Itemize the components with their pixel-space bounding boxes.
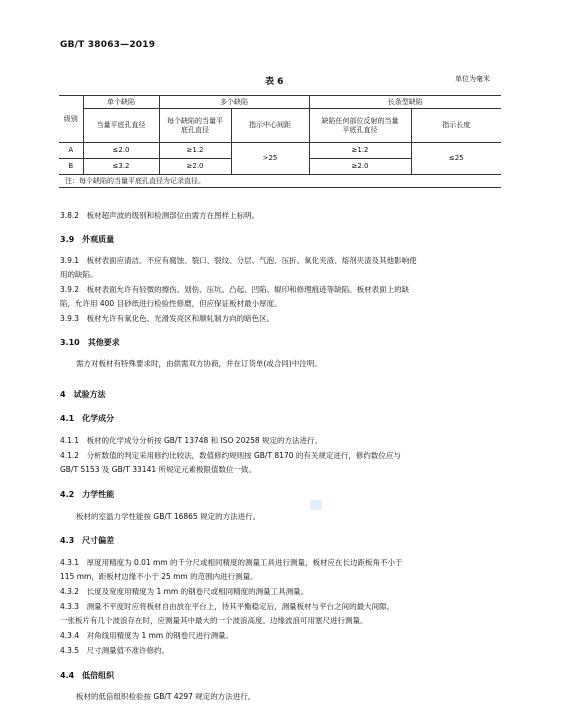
cell-long-dia: ≥1.2 — [309, 143, 411, 159]
table-header-row — [59, 96, 501, 109]
header-single-diameter: 当量平底孔直径 — [83, 109, 159, 143]
heading-4-1: 4.1 化学成分 — [60, 414, 115, 423]
header-single-defect: 单个缺陷 — [83, 96, 159, 109]
para-3-9-2-line1: 3.9.2 板材表面允许有轻微的擦伤、划伤、压坑、凸起、凹陷、辊印和修理痕迹等缺陷。板材表面上的缺 — [60, 285, 410, 294]
para-4-3-3-line2: 一张板片有几个波浪存在时，应测量其中最大的一个波浪高度。边缘波浪可用塞尺进行测量。 — [60, 616, 368, 625]
heading-3-9: 3.9 外观质量 — [60, 235, 115, 244]
table-subheader-row — [59, 109, 501, 143]
para-4-3-5: 4.3.5 尺寸测量值不准许修约。 — [60, 646, 170, 655]
header-long-diameter-text: 缺陷任何部位反射的当量平底孔直径 — [321, 116, 399, 134]
para-4-3-3-line1: 4.3.3 测量不平度时应将板材自由放在平台上，待其平衡稳定后，测量板材与平台之间的最大间隙。 — [60, 602, 395, 611]
para-4-1-1: 4.1.1 板材的化学成分分析按 GB/T 13748 和 ISO 20258 规定的方法进行。 — [60, 436, 323, 445]
standard-number: GB/T 38063—2019 — [60, 40, 156, 50]
table-row — [59, 143, 501, 159]
watermark-mark — [310, 500, 322, 510]
para-3-9-3: 3.9.3 板材允许有氧化色、光滑发亮区和顺轧制方向的暗色区。 — [60, 314, 275, 323]
header-long-length: 指示长度 — [411, 109, 501, 143]
header-long-defects: 长条型缺陷 — [309, 96, 501, 109]
para-4-3-1-line2: 115 mm，距板材边缘不小于 25 mm 的范围内进行测量。 — [60, 572, 258, 581]
para-3-8-2: 3.8.2 板材超声波的级别和检测部位由需方在图样上标明。 — [60, 211, 260, 220]
para-3-9-2-line2: 陷，允许用 400 目砂纸进行检验性修磨，但应保证板材最小厚度。 — [60, 299, 282, 308]
cell-long-dia: ≥2.0 — [309, 159, 411, 175]
para-4-2: 板材的室温力学性能按 GB/T 16865 规定的方法进行。 — [76, 512, 261, 521]
para-3-9-1-line2: 用的缺陷。 — [60, 270, 98, 279]
cell-single: ≤3.2 — [83, 159, 159, 175]
cell-multi-dia: ≥2.0 — [159, 159, 231, 175]
defect-table — [59, 95, 501, 188]
heading-4-4: 4.4 低倍组织 — [60, 671, 115, 680]
para-4-3-1-line1: 4.3.1 厚度用精度为 0.01 mm 的千分尺或相同精度的测量工具进行测量，板材应在长边距板角不小于 — [60, 558, 403, 567]
cell-multi-distance: >25 — [231, 143, 309, 175]
heading-4-3: 4.3 尺寸偏差 — [60, 536, 115, 545]
para-3-9-1-line1: 3.9.1 板材表面应清洁。不应有腐蚀、裂口、裂纹、分层、气泡、压折、氧化夹渣、熔剂夹渣及其他影响使 — [60, 256, 417, 265]
header-multi-diameter-text: 每个缺陷的当量平底孔直径 — [167, 116, 223, 134]
para-4-3-4: 4.3.4 对角线用精度为 1 mm 的钢卷尺进行测量。 — [60, 631, 234, 640]
cell-single: ≤2.0 — [83, 143, 159, 159]
cell-long-length: ≤25 — [411, 143, 501, 175]
table-title: 表 6 — [265, 77, 284, 87]
para-4-1-2-line2: GB/T 5153 及 GB/T 33141 所规定元素极限值数位一致。 — [60, 465, 256, 474]
heading-4-2: 4.2 力学性能 — [60, 490, 115, 499]
header-long-diameter — [309, 109, 411, 143]
header-grade: 级别 — [59, 96, 83, 143]
table-unit: 单位为毫米 — [455, 75, 490, 83]
heading-3-10: 3.10 其他要求 — [60, 338, 120, 347]
header-multi-diameter — [159, 109, 231, 143]
header-multi-distance: 指示中心间距 — [231, 109, 309, 143]
header-multiple-defects: 多个缺陷 — [159, 96, 309, 109]
table-note: 注：每个缺陷的当量平底孔直径为记录直径。 — [59, 175, 501, 188]
para-4-3-2: 4.3.2 长度及宽度用精度为 1 mm 的钢卷尺或相同精度的测量工具测量。 — [60, 587, 309, 596]
table-note-row — [59, 175, 501, 188]
cell-multi-dia: ≥1.2 — [159, 143, 231, 159]
para-4-4: 板材的低倍组织检验按 GB/T 4297 规定的方法进行。 — [76, 692, 256, 701]
heading-4: 4 试验方法 — [60, 390, 106, 399]
cell-grade: B — [59, 159, 83, 175]
cell-grade: A — [59, 143, 83, 159]
para-4-1-2-line1: 4.1.2 分析数值的判定采用修约比较法，数值修约规则按 GB/T 8170 的有关规定进行，修约数位应与 — [60, 451, 401, 460]
para-3-10: 需方对板材有特殊要求时，由供需双方协商，并在订货单(或合同)中注明。 — [76, 359, 322, 368]
